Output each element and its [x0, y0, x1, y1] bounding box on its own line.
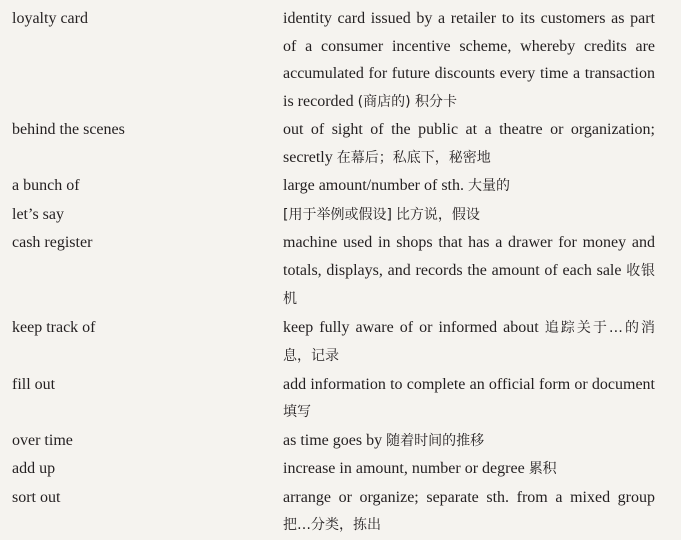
glossary-row [0, 5, 681, 116]
glossary-definition [283, 5, 655, 116]
glossary-definition [283, 172, 655, 201]
chinese-translation: 随着时间的推移 [386, 432, 485, 449]
glossary-term: behind the scenes [12, 121, 125, 138]
glossary-row [0, 455, 681, 484]
glossary-term: fill out [12, 375, 56, 393]
glossary-definition [283, 116, 655, 172]
chinese-translation: 在幕后；私底下，秘密地 [336, 149, 491, 166]
glossary-row [0, 427, 681, 456]
glossary-row [0, 314, 681, 371]
glossary-term: add up [12, 460, 56, 477]
chinese-translation: (商店的) 积分卡 [357, 93, 458, 110]
glossary-row [0, 172, 681, 201]
definition-text: out of sight of the public at a theatre or organization; secretly [283, 121, 655, 166]
glossary-definition [283, 314, 655, 371]
glossary-definition [283, 229, 655, 314]
chinese-translation: 把…分类，拣出 [283, 517, 381, 533]
glossary-row [0, 116, 681, 172]
definition-text: increase in amount, number or degree [283, 460, 525, 477]
chinese-translation: 收银机 [283, 262, 655, 307]
definition-text: keep fully aware of or informed about [283, 318, 539, 336]
chinese-translation: 累积 [528, 461, 557, 477]
glossary-term: keep track of [12, 318, 96, 336]
glossary-term: cash register [12, 234, 93, 251]
glossary-term: sort out [12, 488, 61, 506]
definition-text: identity card issued by a retailer to its customers as part of a consumer incentive scheme, whereby credits are accumulated for future discounts every time a transaction is recorded [283, 10, 655, 110]
glossary-definition [283, 455, 655, 484]
chinese-translation: 大量的 [468, 178, 510, 194]
glossary-definition [283, 427, 655, 456]
chinese-translation: 比方说，假设 [395, 206, 480, 223]
definition-text: arrange or organize; separate sth. from a mixed group [283, 488, 655, 506]
glossary-row [0, 484, 681, 540]
glossary-definition [283, 371, 655, 427]
chinese-translation: 填写 [283, 404, 311, 420]
definition-text: large amount/number of sth. [283, 177, 464, 194]
glossary-term: a bunch of [12, 177, 80, 194]
glossary-term: let’s say [12, 205, 64, 223]
glossary-row [0, 229, 681, 314]
glossary-row [0, 201, 681, 230]
glossary-definition [283, 201, 655, 230]
glossary-row [0, 371, 681, 427]
glossary-term: over time [12, 431, 73, 449]
definition-text: as time goes by [283, 431, 383, 449]
definition-text: machine used in shops that has a drawer for money and totals, displays, and records the amount of each sale [283, 234, 655, 279]
definition-text: [用于举例或假设] [283, 206, 392, 223]
chinese-translation: 追踪关于…的消息，记录 [283, 319, 656, 364]
glossary-definition [283, 484, 655, 540]
definition-text: add information to complete an official form or document [283, 375, 655, 393]
glossary-term: loyalty card [12, 10, 88, 27]
